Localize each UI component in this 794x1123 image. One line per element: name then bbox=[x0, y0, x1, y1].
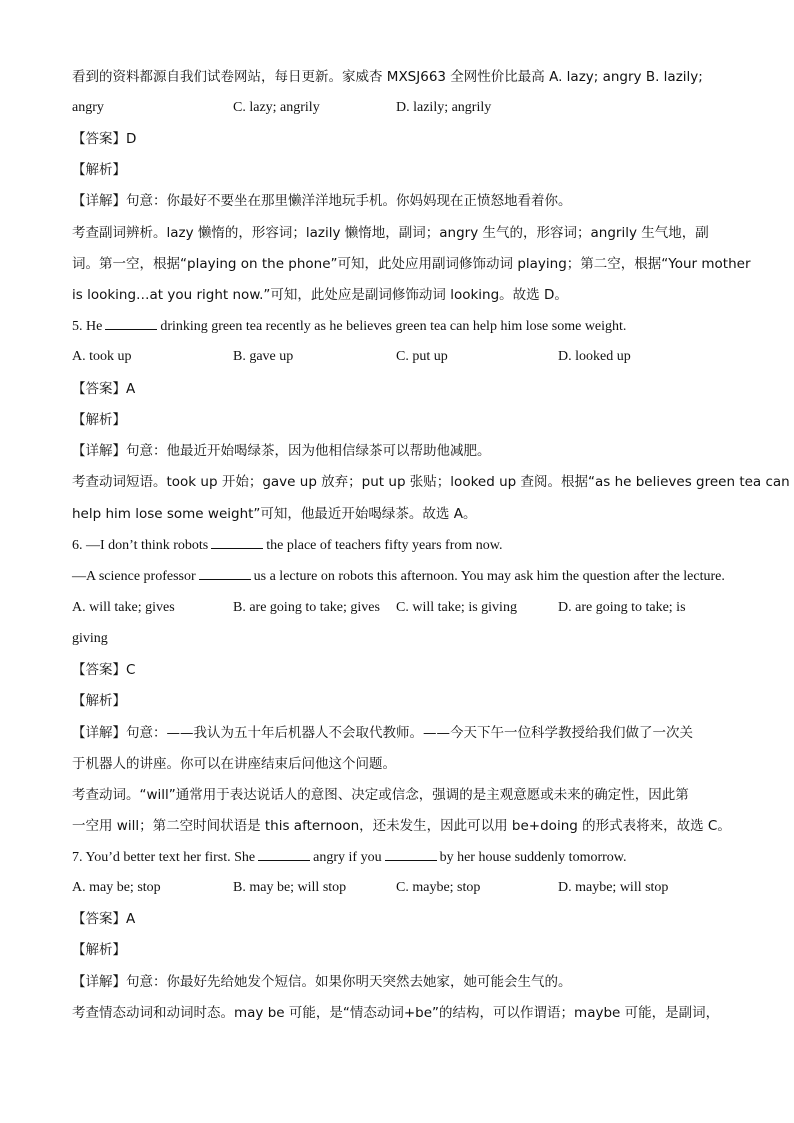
q7-option-b: B. may be; will stop bbox=[233, 880, 347, 895]
q7-stem-start: 7. You’d better text her first. She bbox=[72, 850, 256, 865]
q4-explanation-3: is looking…at you right now.”可知，此处应是副词修饰动词 looking。故选 D。 bbox=[72, 287, 568, 303]
q7-stem bbox=[72, 848, 627, 867]
q5-stem-end: drinking green tea recently as he believes green tea can help him lose some weight. bbox=[160, 319, 627, 334]
q6-stem-1 bbox=[72, 536, 502, 555]
q5-stem bbox=[72, 317, 626, 336]
q6-blank-1 bbox=[211, 536, 263, 549]
q6-option-d: D. are going to take; is bbox=[558, 600, 686, 615]
q7-explanation-1: 考查情态动词和动词时态。may be 可能，是“情态动词+be”的结构，可以作谓语；maybe 可能，是副词， bbox=[72, 1005, 720, 1021]
q7-option-c: C. maybe; stop bbox=[396, 880, 481, 895]
q4-answer: 【答案】D bbox=[72, 131, 137, 147]
q5-option-d: D. looked up bbox=[558, 349, 631, 364]
q4-option-d: D. lazily; angrily bbox=[396, 100, 492, 115]
q5-explanation-1: 考查动词短语。took up 开始；gave up 放弃；put up 张贴；looked up 查阅。根据“as he believes green tea can bbox=[72, 474, 790, 490]
q6-stem2-end: us a lecture on robots this afternoon. You may ask him the question after the lecture. bbox=[253, 569, 725, 584]
q4-line1: 看到的资料都源自我们试卷网站，每日更新。家威杏 MXSJ663 全网性价比最高 A. lazy; angry B. lazily; bbox=[72, 69, 703, 85]
q7-option-a: A. may be; stop bbox=[72, 880, 161, 895]
q6-stem1-start: 6. —I don’t think robots bbox=[72, 538, 209, 553]
q5-option-a: A. took up bbox=[72, 349, 132, 364]
q5-option-b: B. gave up bbox=[233, 349, 294, 364]
q7-stem-end: by her house suddenly tomorrow. bbox=[439, 850, 627, 865]
q4-explanation-1: 考查副词辨析。lazy 懒惰的，形容词；lazily 懒惰地，副词；angry 生气的，形容词；angrily 生气地，副 bbox=[72, 225, 709, 241]
q6-stem1-end: the place of teachers fifty years from now. bbox=[266, 538, 503, 553]
q5-option-c: C. put up bbox=[396, 349, 448, 364]
q6-stem2-start: —A science professor bbox=[72, 569, 196, 584]
q6-analysis-label: 【解析】 bbox=[72, 693, 126, 709]
q7-option-d: D. maybe; will stop bbox=[558, 880, 669, 895]
q4-line2: angry bbox=[72, 100, 104, 115]
q6-option-d-cont: giving bbox=[72, 631, 108, 646]
q5-answer: 【答案】A bbox=[72, 381, 136, 397]
q4-explanation-2: 词。第一空，根据“playing on the phone”可知，此处应用副词修饰动词 playing；第二空，根据“Your mother bbox=[72, 256, 751, 272]
q4-detail: 【详解】句意：你最好不要坐在那里懒洋洋地玩手机。你妈妈现在正愤怒地看着你。 bbox=[72, 193, 572, 209]
q6-detail-1: 【详解】句意：——我认为五十年后机器人不会取代教师。——今天下午一位科学教授给我们做了一次关 bbox=[72, 725, 693, 741]
q5-explanation-2: help him lose some weight”可知，他最近开始喝绿茶。故选 A。 bbox=[72, 506, 477, 522]
q6-option-b: B. are going to take; gives bbox=[233, 600, 380, 615]
q5-detail: 【详解】句意：他最近开始喝绿茶，因为他相信绿茶可以帮助他减肥。 bbox=[72, 443, 491, 459]
q6-blank-2 bbox=[199, 567, 251, 580]
q6-explanation-1: 考查动词。“will”通常用于表达说话人的意图、决定或信念，强调的是主观意愿或未来的确定性，因此第 bbox=[72, 787, 689, 803]
q5-analysis-label: 【解析】 bbox=[72, 412, 126, 428]
q7-analysis-label: 【解析】 bbox=[72, 942, 126, 958]
q7-answer: 【答案】A bbox=[72, 911, 136, 927]
q6-option-a: A. will take; gives bbox=[72, 600, 175, 615]
q7-detail: 【详解】句意：你最好先给她发个短信。如果你明天突然去她家，她可能会生气的。 bbox=[72, 974, 572, 990]
q7-blank-2 bbox=[385, 848, 437, 861]
q6-stem-2 bbox=[72, 567, 725, 586]
q6-answer: 【答案】C bbox=[72, 662, 136, 678]
q6-detail-2: 于机器人的讲座。你可以在讲座结束后问他这个问题。 bbox=[72, 756, 396, 772]
q4-analysis-label: 【解析】 bbox=[72, 162, 126, 178]
q6-option-c: C. will take; is giving bbox=[396, 600, 517, 615]
q7-blank-1 bbox=[258, 848, 310, 861]
q7-stem-mid: angry if you bbox=[313, 850, 382, 865]
q6-explanation-2: 一空用 will；第二空时间状语是 this afternoon，还未发生，因此可以用 be+doing 的形式表将来，故选 C。 bbox=[72, 818, 731, 834]
q5-blank bbox=[105, 317, 157, 330]
q5-stem-start: 5. He bbox=[72, 319, 103, 334]
q4-option-c: C. lazy; angrily bbox=[233, 100, 320, 115]
